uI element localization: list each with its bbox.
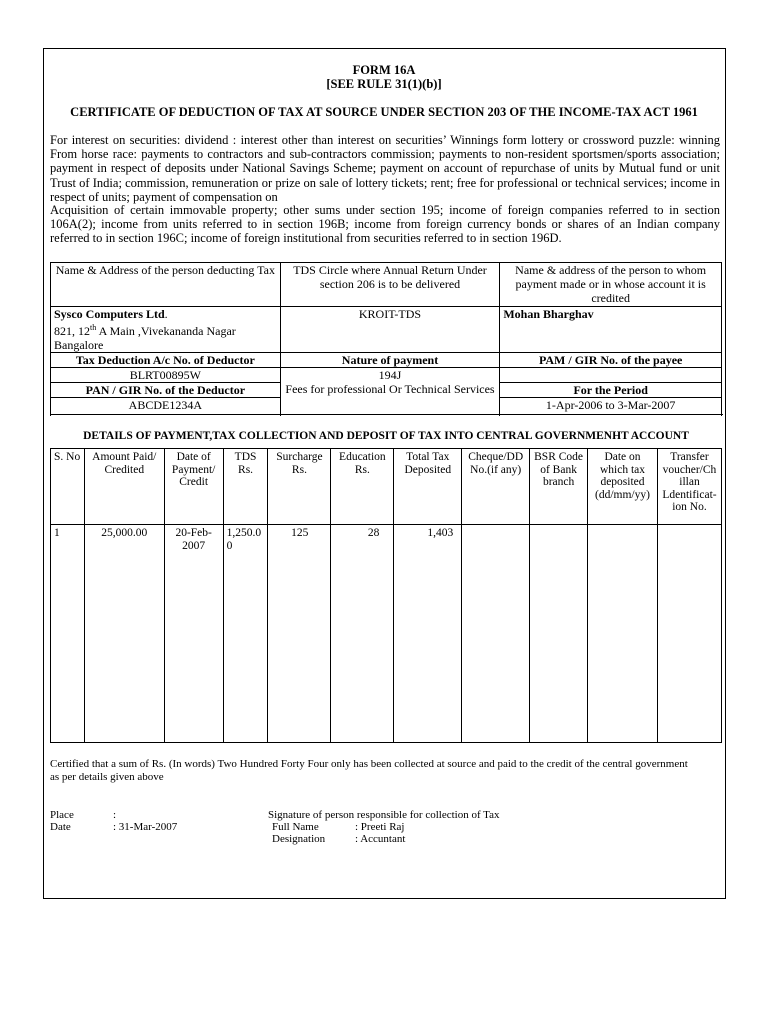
header-payee: Name & address of the person to whom payment made or in whose account it is credited	[500, 263, 722, 307]
header-nature: Nature of payment	[280, 353, 500, 368]
col-sno: S. No	[51, 449, 85, 525]
form-title: FORM 16A	[352, 63, 416, 77]
row-voucher	[657, 525, 721, 743]
row-bsr	[530, 525, 588, 743]
deductor-name: Sysco Computers Ltd	[54, 307, 165, 321]
col-date-deposit: Date on which tax deposited (dd/mm/yy)	[588, 449, 658, 525]
row-surcharge: 125	[268, 525, 331, 743]
col-education: Education Rs.	[331, 449, 394, 525]
col-voucher: Transfer voucher/Ch illan Ldentificat- ion No.	[657, 449, 721, 525]
place-label: Place	[50, 809, 74, 821]
tan-value: BLRT00895W	[51, 368, 281, 383]
pan-deductor-value: ABCDE1234A	[51, 398, 281, 416]
signature-title: Signature of person responsible for collection of Tax	[268, 809, 500, 821]
row-date-deposit	[588, 525, 658, 743]
row-date: 20-Feb-2007	[164, 525, 223, 743]
date-label: Date	[50, 821, 71, 833]
details-heading: DETAILS OF PAYMENT,TAX COLLECTION AND DEPOSIT OF TAX INTO CENTRAL GOVERNMENHT ACCOUNT	[83, 430, 689, 442]
header-tan: Tax Deduction A/c No. of Deductor	[51, 353, 281, 368]
intro-paragraph-2: Acquisition of certain immovable property; other sums under section 195; income of foreign companies referred to in section 106A(2); income from units referred to in section 196B; income from foreign currency bonds or shares of an Indian company referred to in section 196C; income of foreign institutional from securities referred to in section 196D.	[50, 203, 720, 246]
row-cheque	[462, 525, 530, 743]
row-sno: 1	[51, 525, 85, 743]
deductor-address: 821, 12th A Main ,Vivekananda Nagar	[54, 323, 236, 338]
col-tds: TDS Rs.	[223, 449, 268, 525]
place-value: :	[113, 809, 117, 821]
row-total: 1,403	[394, 525, 462, 743]
header-deductor: Name & Address of the person deducting Tax	[51, 263, 281, 307]
certification-text: Certified that a sum of Rs. (In words) Two Hundred Forty Four only has been collected at source and paid to the credit of the central government as per details given above	[50, 758, 688, 783]
col-surcharge: Surcharge Rs.	[268, 449, 331, 525]
row-education: 28	[331, 525, 394, 743]
header-pan-payee: PAM / GIR No. of the payee	[500, 353, 722, 368]
tds-circle-value: KROIT-TDS	[280, 307, 500, 353]
deductor-info-table	[50, 262, 722, 416]
col-date-payment: Date of Payment/ Credit	[164, 449, 223, 525]
form-rule: [SEE RULE 31(1)(b)]	[326, 77, 442, 91]
header-pan-deductor: PAN / GIR No. of the Deductor	[51, 383, 281, 398]
header-tds-circle: TDS Circle where Annual Return Under section 206 is to be delivered	[280, 263, 500, 307]
row-tds: 1,250.00	[223, 525, 268, 743]
info-table-bottom-rule	[50, 414, 723, 415]
period-value: 1-Apr-2006 to 3-Mar-2007	[500, 398, 722, 416]
designation-label: Designation	[272, 833, 326, 845]
table-row	[51, 525, 722, 743]
designation-value: : Accuntant	[355, 833, 406, 845]
col-amount: Amount Paid/ Credited	[84, 449, 164, 525]
payment-details-table	[50, 448, 722, 743]
fullname-value: : Preeti Raj	[355, 821, 405, 833]
deductor-city: Bangalore	[54, 338, 104, 352]
header-period: For the Period	[500, 383, 722, 398]
date-value: : 31-Mar-2007	[113, 821, 178, 833]
row-amount: 25,000.00	[84, 525, 164, 743]
col-cheque: Cheque/DD No.(if any)	[462, 449, 530, 525]
col-total-tax: Total Tax Deposited	[394, 449, 462, 525]
certificate-title: CERTIFICATE OF DEDUCTION OF TAX AT SOURCE UNDER SECTION 203 OF THE INCOME-TAX ACT 1961	[70, 105, 698, 119]
deductor-address-cell: Sysco Computers Ltd. 821, 12th A Main ,Vivekananda Nagar Bangalore	[51, 307, 281, 353]
nature-value: 194J Fees for professional Or Technical Services	[280, 368, 500, 416]
pan-payee-value	[500, 368, 722, 383]
fullname-label: Full Name	[272, 821, 319, 833]
intro-paragraph-1: For interest on securities: dividend : interest other than interest on securities’ Winnings form lottery or crossword puzzle: winning From horse race: payments to contractors and sub-contractors commission; payments to non-resident sportsmen/sports association; payment in respect of deposits under National Savings Scheme; payment on account of repurchase of units by Mutual fund or unit Trust of India; commission, remuneration or prize on sale of lottery tickets; rent; free for professional or technical services; income in respect of units; payment of compensation on	[50, 133, 720, 204]
payee-name: Mohan Bharghav	[500, 307, 722, 353]
col-bsr: BSR Code of Bank branch	[530, 449, 588, 525]
